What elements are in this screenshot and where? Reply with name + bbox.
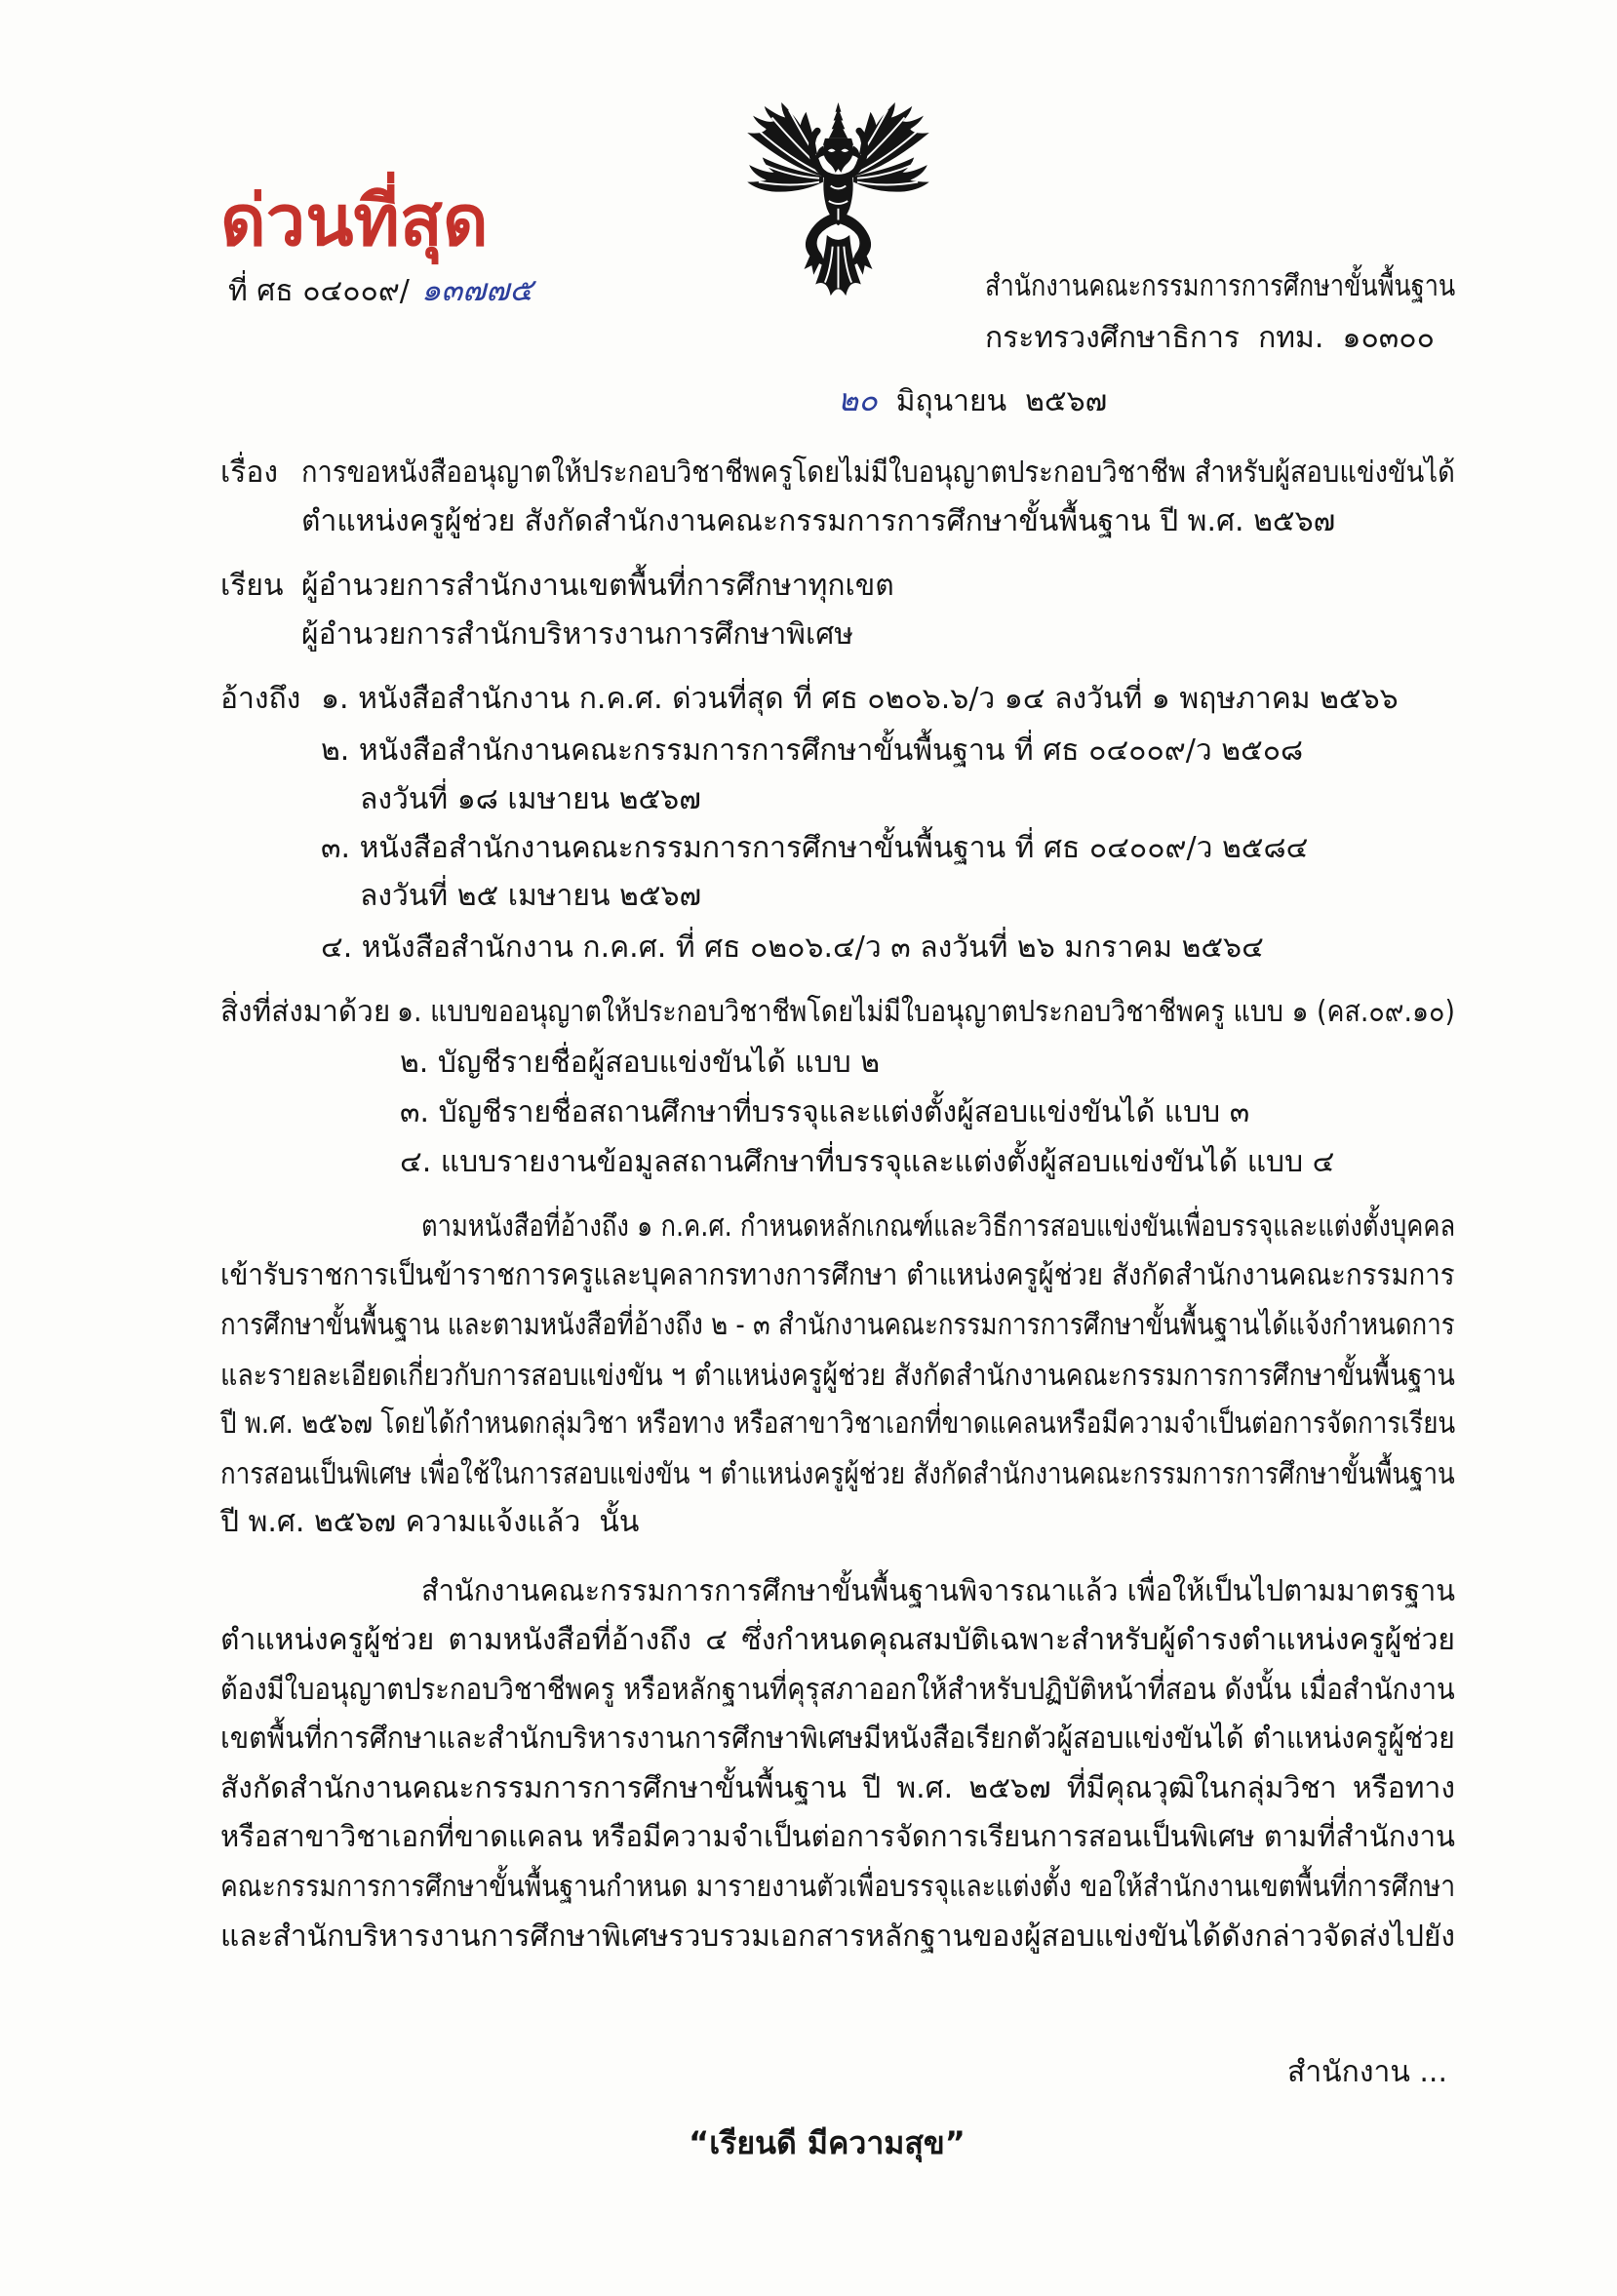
recipient-line: ผู้อำนวยการสำนักงานเขตพื้นที่การศึกษาทุกเขต: [301, 569, 894, 603]
reference-item-continuation: ลงวันที่ ๑๘ เมษายน ๒๕๖๗: [360, 782, 701, 816]
paragraph-line: ตำแหน่งครูผู้ช่วย ตามหนังสือที่อ้างถึง ๔ ซึ่งกำหนดคุณสมบัติเฉพาะสำหรับผู้ดำรงตำแหน่งครูผู้ช่วย: [220, 1623, 1455, 1657]
document-number: [228, 265, 716, 314]
recipient-line: ผู้อำนวยการสำนักบริหารงานการศึกษาพิเศษ: [301, 617, 854, 652]
enclosure-item: ๓. บัญชีรายชื่อสถานศึกษาที่บรรจุและแต่งตั้งผู้สอบแข่งขันได้ แบบ ๓: [400, 1095, 1250, 1129]
paragraph-line: สำนักงานคณะกรรมการการศึกษาขั้นพื้นฐานพิจารณาแล้ว เพื่อให้เป็นไปตามมาตรฐาน: [421, 1574, 1456, 1608]
date-day-handwritten: ๒๐: [838, 381, 878, 418]
reference-item-continuation: ลงวันที่ ๒๕ เมษายน ๒๕๖๗: [360, 879, 702, 913]
subject-label: เรื่อง: [220, 455, 279, 490]
enclosures-label: สิ่งที่ส่งมาด้วย: [220, 995, 391, 1029]
paragraph-line: ต้องมีใบอนุญาตประกอบวิชาชีพครู หรือหลักฐานที่คุรุสภาออกให้สำหรับปฏิบัติหน้าที่สอน ดังนั้น เมื่อสำนักงาน: [220, 1673, 1455, 1707]
paragraph-line: และรายละเอียดเกี่ยวกับการสอบแข่งขัน ฯ ตำแหน่งครูผู้ช่วย สังกัดสำนักงานคณะกรรมการการศึกษาขั้นพื้นฐาน: [220, 1359, 1455, 1393]
garuda-emblem: [742, 102, 934, 301]
paragraph-line: การศึกษาขั้นพื้นฐาน และตามหนังสือที่อ้างถึง ๒ - ๓ สำนักงานคณะกรรมการการศึกษาขั้นพื้นฐานได้แจ้งกำหนดการ: [220, 1308, 1455, 1342]
garuda-crown: [829, 102, 848, 139]
sender-address: กระทรวงศึกษาธิการ กทม. ๑๐๓๐๐: [985, 321, 1435, 355]
motto: “เรียนดี มีความสุข”: [689, 2124, 966, 2161]
paragraph-line: และสำนักบริหารงานการศึกษาพิเศษรวบรวมเอกสารหลักฐานของผู้สอบแข่งขันได้ดังกล่าวจัดส่งไปยัง: [220, 1920, 1456, 1954]
references-label: อ้างถึง: [220, 682, 301, 716]
urgency-stamp: ด่วนที่สุด: [220, 179, 489, 261]
subject-line: ตำแหน่งครูผู้ช่วย สังกัดสำนักงานคณะกรรมการการศึกษาขั้นพื้นฐาน ปี พ.ศ. ๒๕๖๗: [301, 504, 1336, 538]
garuda-crown-base: [823, 139, 853, 145]
paragraph-line: เข้ารับราชการเป็นข้าราชการครูและบุคลากรทางการศึกษา ตำแหน่งครูผู้ช่วย สังกัดสำนักงานคณะกรรมการ: [220, 1258, 1455, 1292]
continued-marker: สำนักงาน ...: [1287, 2055, 1447, 2089]
paragraph-line: เขตพื้นที่การศึกษาและสำนักบริหารงานการศึกษาพิเศษมีหนังสือเรียกตัวผู้สอบแข่งขันได้ ตำแหน่งครูผู้ช่วย: [220, 1722, 1455, 1756]
document-number-handwritten: ๑๓๗๗๕: [420, 271, 533, 308]
document-date: [838, 376, 1247, 424]
enclosure-item: ๔. แบบรายงานข้อมูลสถานศึกษาที่บรรจุและแต่งตั้งผู้สอบแข่งขันได้ แบบ ๔: [400, 1145, 1335, 1179]
reference-item: ๑. หนังสือสำนักงาน ก.ค.ศ. ด่วนที่สุด ที่ ศธ ๐๒๐๖.๖/ว ๑๔ ลงวันที่ ๑ พฤษภาคม ๒๕๖๖: [321, 682, 1399, 716]
recipient-label: เรียน: [220, 569, 284, 603]
enclosure-item: ๑. แบบขออนุญาตให้ประกอบวิชาชีพโดยไม่มีใบอนุญาตประกอบวิชาชีพครู แบบ ๑ (คส.๐๙.๑๐): [397, 995, 1455, 1029]
paragraph-line: สังกัดสำนักงานคณะกรรมการการศึกษาขั้นพื้นฐาน ปี พ.ศ. ๒๕๖๗ ที่มีคุณวุฒิในกลุ่มวิชา หรือทาง: [220, 1771, 1455, 1805]
document-number-prefix: ที่ ศธ ๐๔๐๐๙/: [228, 274, 410, 308]
garuda-head: [823, 144, 853, 173]
reference-item: ๒. หนังสือสำนักงานคณะกรรมการการศึกษาขั้นพื้นฐาน ที่ ศธ ๐๔๐๐๙/ว ๒๕๐๘: [321, 733, 1304, 768]
subject-line: การขอหนังสืออนุญาตให้ประกอบวิชาชีพครูโดยไม่มีใบอนุญาตประกอบวิชาชีพ สำหรับผู้สอบแข่งขันได้: [301, 455, 1455, 490]
paragraph-line: ปี พ.ศ. ๒๕๖๗ โดยได้กำหนดกลุ่มวิชา หรือทาง หรือสาขาวิชาเอกที่ขาดแคลนหรือมีความจำเป็นต่อการจัดการเรียน: [220, 1406, 1456, 1441]
paragraph-line: คณะกรรมการการศึกษาขั้นพื้นฐานกำหนด มารายงานตัวเพื่อบรรจุและแต่งตั้ง ขอให้สำนักงานเขตพื้นที่การศึกษา: [220, 1870, 1456, 1904]
paragraph-line: หรือสาขาวิชาเอกที่ขาดแคลน หรือมีความจำเป็นต่อการจัดการเรียนการสอนเป็นพิเศษ ตามที่สำนักงาน: [220, 1820, 1455, 1854]
enclosure-item: ๒. บัญชีรายชื่อผู้สอบแข่งขันได้ แบบ ๒: [400, 1046, 881, 1080]
reference-item: ๓. หนังสือสำนักงานคณะกรรมการการศึกษาขั้นพื้นฐาน ที่ ศธ ๐๔๐๐๙/ว ๒๕๘๔: [321, 831, 1309, 865]
reference-item: ๔. หนังสือสำนักงาน ก.ค.ศ. ที่ ศธ ๐๒๐๖.๔/ว ๓ ลงวันที่ ๒๖ มกราคม ๒๕๖๔: [321, 930, 1264, 965]
sender-office: สำนักงานคณะกรรมการการศึกษาขั้นพื้นฐาน: [985, 269, 1456, 303]
paragraph-line: การสอนเป็นพิเศษ เพื่อใช้ในการสอบแข่งขัน ฯ ตำแหน่งครูผู้ช่วย สังกัดสำนักงานคณะกรรมการการศึกษาขั้นพื้นฐาน: [220, 1457, 1455, 1491]
date-month-year: มิถุนายน ๒๕๖๗: [895, 384, 1108, 418]
paragraph-line: ปี พ.ศ. ๒๕๖๗ ความแจ้งแล้ว นั้น: [220, 1505, 640, 1539]
paragraph-line: ตามหนังสือที่อ้างถึง ๑ ก.ค.ศ. กำหนดหลักเกณฑ์และวิธีการสอบแข่งขันเพื่อบรรจุและแต่งตั้งบุคคล: [421, 1209, 1456, 1244]
